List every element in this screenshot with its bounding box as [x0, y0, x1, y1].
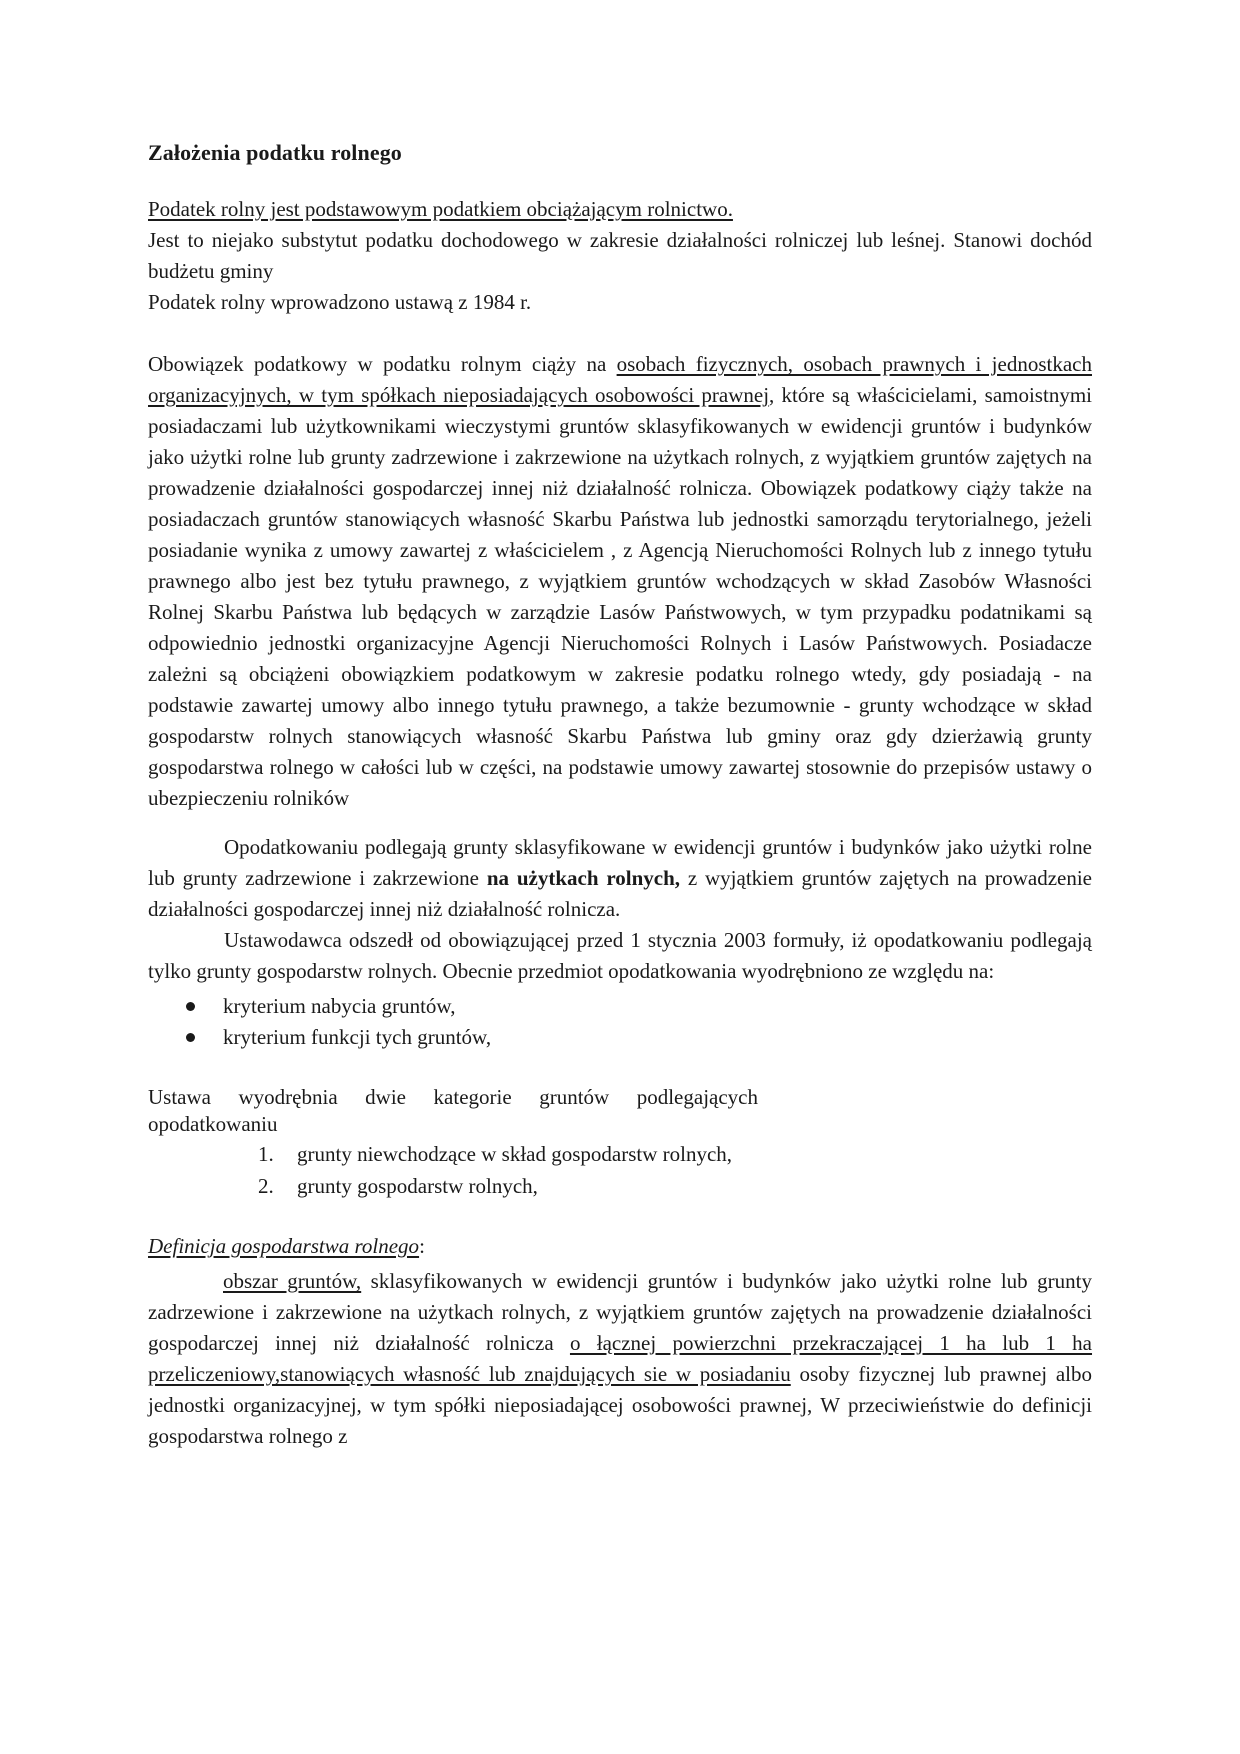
list-item: kryterium nabycia gruntów,: [148, 991, 1092, 1022]
list-item: [148, 1138, 1092, 1170]
obligation-subjects: osobach fizycznych, osobach prawnych i jednostkach organizacyjnych, w tym spółkach nieposiadających osobowości prawnej: [148, 352, 1092, 407]
definition-u2: o łącznej powierzchni przekraczającej 1 ha lub 1 ha przeliczeniowy,stanowiących własność lub znajdujących sie w posiadaniu: [148, 1331, 1093, 1386]
taxation-paragraph: [148, 832, 1092, 925]
list-item: kryterium funkcji tych gruntów,: [148, 1022, 1092, 1053]
document-title: Założenia podatku rolnego: [148, 140, 402, 165]
list-text: grunty niewchodzące w skład gospodarstw rolnych,: [297, 1142, 733, 1166]
legislator-paragraph: Ustawodawca odszedł od obowiązującej przed 1 stycznia 2003 formuły, iż opodatkowaniu podlegają tylko grunty gospodarstw rolnych. Obecnie przedmiot opodatkowania wyodrębniono ze względu na:: [148, 928, 1092, 983]
list-item: [148, 1170, 1092, 1202]
taxation-bold: na użytkach rolnych,: [486, 866, 681, 890]
definition-colon: :: [419, 1234, 425, 1258]
intro-line-2: Jest to niejako substytut podatku dochodowego w zakresie działalności rolniczej lub leśnej. Stanowi dochód budżetu gminy: [148, 228, 1092, 283]
categories-line-1: Ustawa wyodrębnia dwie kategorie gruntów podlegających: [148, 1085, 758, 1109]
definition-heading: [148, 1232, 1092, 1260]
categories-list: [148, 1138, 1092, 1202]
definition-t2: osoby fizycznej lub prawnej albo jednostki organizacyjnej, w tym spółki nieposiadającej osobowości prawnej, W przeciwieństwie do definicji gospodarstwa rolnego z: [148, 1362, 1092, 1448]
intro-section: [148, 194, 1092, 318]
taxation-part-2: z wyjątkiem gruntów zajętych na prowadzenie działalności gospodarczej innej niż działalność rolnicza.: [148, 866, 1093, 921]
list-number: 2.: [258, 1174, 274, 1198]
document-page: [148, 140, 1092, 1452]
bullet-icon: [186, 1002, 195, 1011]
obligation-paragraph: [148, 349, 1092, 814]
intro-line-1: Podatek rolny jest podstawowym podatkiem obciążającym rolnictwo.: [148, 197, 733, 221]
definition-t1: sklasyfikowanych w ewidencji gruntów i budynków jako użytki rolne lub grunty zadrzewione i zakrzewione na użytkach rolnych, z wyjątkiem gruntów zajętych na prowadzenie działalności gospodarczej innej niż działalność rolnicza: [148, 1269, 1092, 1355]
obligation-part-1: Obowiązek podatkowy w podatku rolnym ciąży na: [148, 352, 617, 376]
obligation-part-2: , które są właścicielami, samoistnymi posiadaczami lub użytkownikami wieczystymi gruntów sklasyfikowanych w ewidencji gruntów i budynków jako użytki rolne lub grunty zadrzewione i zakrzewione na użytkach rolnych, z wyjątkiem gruntów zajętych na prowadzenie działalności gospodarczej innej niż działalność rolnicza. Obowiązek podatkowy ciąży także na posiadaczach gruntów stanowiących własność Skarbu Państwa lub jednostki samorządu terytorialnego, jeżeli posiadanie wynika z umowy zawartej z właścicielem , z Agencją Nieruchomości Rolnych lub z innego tytułu prawnego albo jest bez tytułu prawnego, z wyjątkiem gruntów wchodzących w skład Zasobów Własności Rolnej Skarbu Państwa lub będących w zarządzie Lasów Państwowych, w tym przypadku podatnikami są odpowiednio jednostki organizacyjne Agencji Nieruchomości Rolnych i Lasów Państwowych. Posiadacze zależni są obciążeni obowiązkiem podatkowym w zakresie podatku rolnego wtedy, gdy posiadają - na podstawie zawartej umowy albo innego tytułu prawnego, a także bezumownie - grunty wchodzące w skład gospodarstw rolnych stanowiących własność Skarbu Państwa lub gminy oraz gdy dzierżawią grunty gospodarstwa rolnego w całości lub w części, na podstawie umowy zawartej stosownie do przepisów ustawy o ubezpieczeniu rolników: [148, 383, 1092, 810]
categories-line-2: opodatkowaniu: [148, 1112, 278, 1136]
categories-intro: [148, 1084, 758, 1138]
bullet-icon: [186, 1033, 195, 1042]
taxation-part-1: Opodatkowaniu podlegają grunty sklasyfikowane w ewidencji gruntów i budynków jako użytki rolne lub grunty zadrzewione i zakrzewione: [148, 835, 1092, 890]
definition-label: Definicja gospodarstwa rolnego: [148, 1234, 420, 1258]
intro-line-3: Podatek rolny wprowadzono ustawą z 1984 r.: [148, 290, 532, 314]
criteria-list: [148, 991, 1092, 1053]
definition-paragraph: [148, 1266, 1092, 1452]
definition-u1: obszar gruntów,: [223, 1269, 362, 1293]
list-text: grunty gospodarstw rolnych,: [297, 1174, 538, 1198]
list-number: 1.: [258, 1142, 274, 1166]
